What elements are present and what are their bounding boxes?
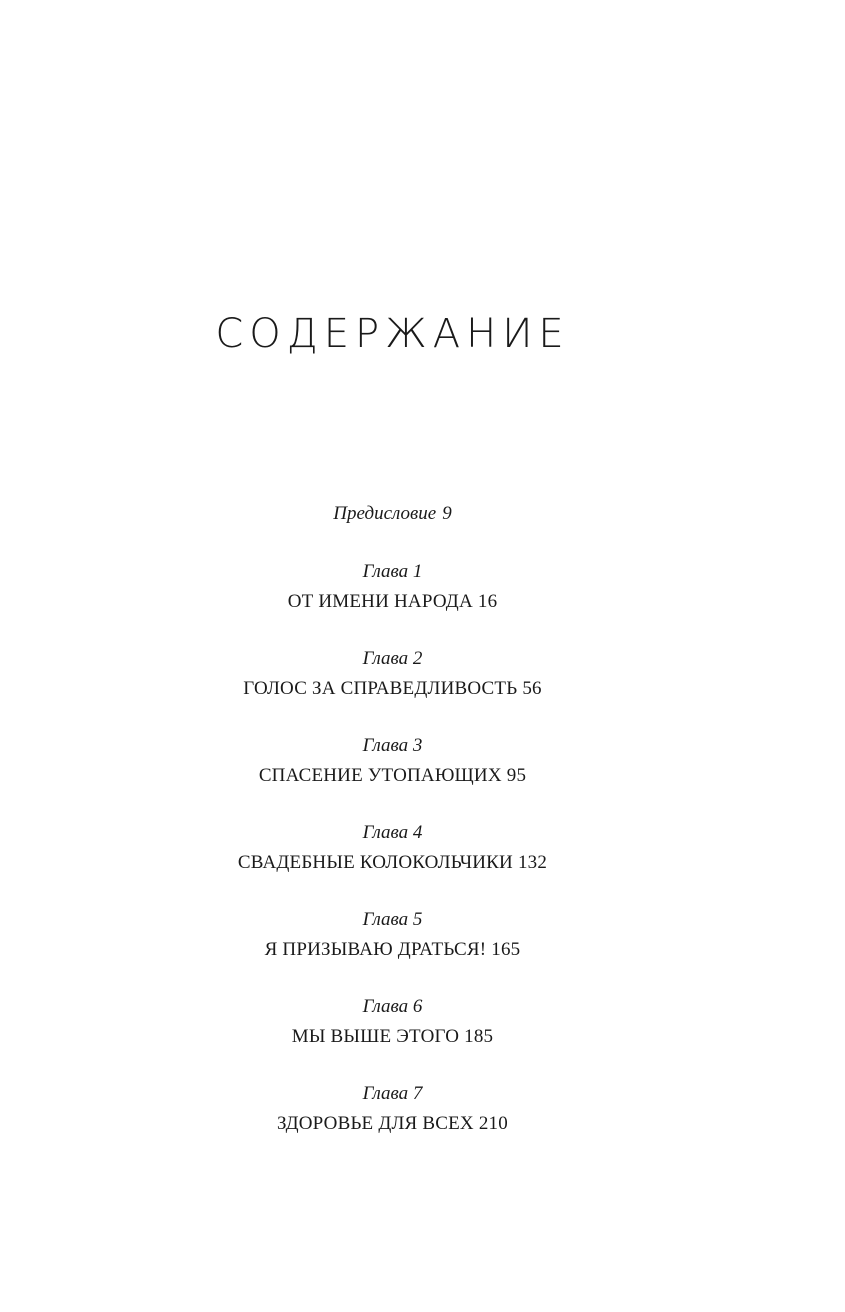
chapter-title: ЗДОРОВЬЕ ДЛЯ ВСЕХ [277, 1113, 474, 1134]
toc-entry-preface[interactable] [0, 500, 785, 530]
chapter-label: Глава 3 [362, 735, 423, 756]
chapter-title: ГОЛОС ЗА СПРАВЕДЛИВОСТЬ [243, 678, 518, 699]
table-of-contents [0, 500, 785, 1139]
chapter-label: Глава 6 [362, 996, 423, 1017]
toc-entry-chapter-6[interactable] [0, 993, 785, 1052]
chapter-page-number: 185 [464, 1026, 494, 1047]
chapter-label: Глава 4 [362, 822, 423, 843]
chapter-title: СПАСЕНИЕ УТОПАЮЩИХ [258, 765, 502, 786]
chapter-page-number: 56 [522, 678, 542, 699]
chapter-page-number: 95 [506, 765, 527, 786]
chapter-page-number: 132 [517, 852, 548, 873]
chapter-title: Я ПРИЗЫВАЮ ДРАТЬСЯ! [264, 939, 487, 960]
toc-entry-chapter-5[interactable] [0, 906, 785, 965]
toc-entry-chapter-2[interactable] [0, 645, 785, 704]
toc-entry-chapter-1[interactable] [0, 558, 785, 617]
toc-entry-chapter-7[interactable] [0, 1080, 785, 1139]
chapter-label: Глава 2 [362, 648, 423, 669]
toc-entry-chapter-3[interactable] [0, 732, 785, 791]
preface-page-number: 9 [442, 503, 452, 524]
chapter-label: Глава 7 [362, 1083, 423, 1104]
chapter-title: СВАДЕБНЫЕ КОЛОКОЛЬЧИКИ [237, 852, 513, 873]
chapter-title: МЫ ВЫШЕ ЭТОГО [291, 1026, 460, 1047]
page-title: СОДЕРЖАНИЕ [215, 311, 570, 357]
chapter-title: ОТ ИМЕНИ НАРОДА [287, 591, 473, 612]
preface-label: Предисловие [333, 503, 437, 524]
chapter-page-number: 16 [477, 591, 498, 612]
chapter-page-number: 165 [491, 939, 521, 960]
chapter-label: Глава 1 [362, 561, 423, 582]
chapter-label: Глава 5 [362, 909, 423, 930]
chapter-page-number: 210 [478, 1113, 508, 1134]
toc-entry-chapter-4[interactable] [0, 819, 785, 878]
